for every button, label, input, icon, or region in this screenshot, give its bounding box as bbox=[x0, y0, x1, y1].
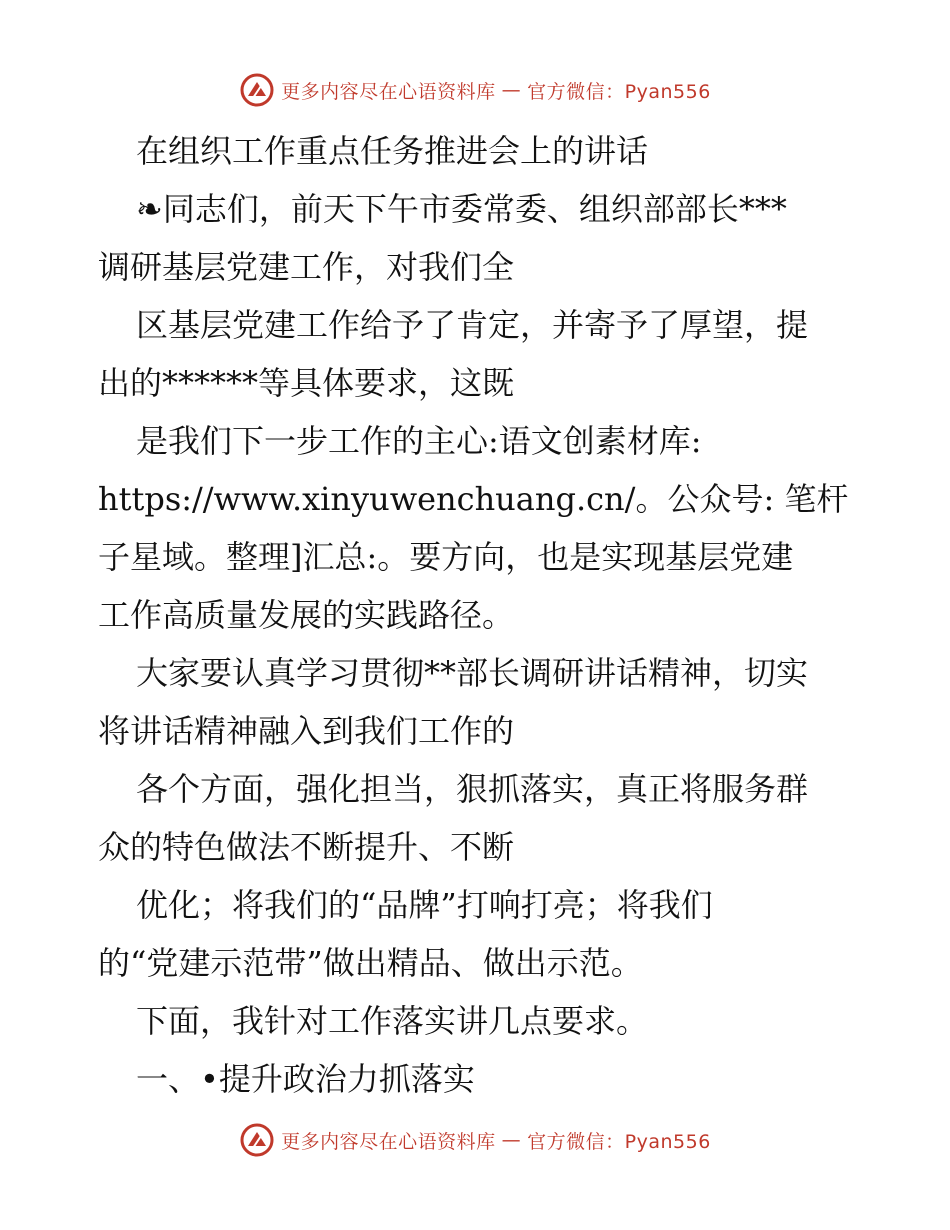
section-heading: 一、•提升政治力抓落实 bbox=[136, 1060, 475, 1098]
book-pen-logo-icon bbox=[239, 72, 275, 108]
banner-text: 更多内容尽在心语资料库 bbox=[281, 1130, 496, 1153]
paragraph-line: 优化；将我们的“品牌”打响打亮；将我们 bbox=[136, 886, 713, 924]
banner-text: 更多内容尽在心语资料库 bbox=[281, 80, 496, 103]
paragraph-line: ❧同志们，前天下午市委常委、组织部部长*** bbox=[136, 190, 787, 228]
footer-watermark-banner bbox=[0, 1122, 950, 1158]
paragraph-line: 出的******等具体要求，这既 bbox=[98, 364, 515, 402]
paragraph-line: 下面，我针对工作落实讲几点要求。 bbox=[136, 1002, 649, 1040]
book-pen-logo-icon bbox=[239, 1122, 275, 1158]
document-body bbox=[98, 122, 854, 1108]
banner-suffix: 官方微信：Pyan556 bbox=[527, 80, 711, 103]
paragraph-line: 的“党建示范带”做出精品、做出示范。 bbox=[98, 944, 643, 982]
document-title: 在组织工作重点任务推进会上的讲话 bbox=[136, 132, 649, 170]
paragraph-line: 区基层党建工作给予了肯定，并寄予了厚望，提 bbox=[136, 306, 809, 344]
paragraph-line: 工作高质量发展的实践路径。 bbox=[98, 596, 515, 634]
banner-separator: — bbox=[501, 1129, 522, 1151]
paragraph-line: https://www.xinyuwenchuang.cn/。公众号: 笔杆 bbox=[98, 480, 849, 518]
paragraph-line: 大家要认真学习贯彻**部长调研讲话精神，切实 bbox=[136, 654, 809, 692]
paragraph-line: 子星域。整理]汇总:。要方向，也是实现基层党建 bbox=[98, 538, 794, 576]
paragraph-line: 是我们下一步工作的主心:语文创素材库: bbox=[136, 422, 702, 460]
paragraph-line: 众的特色做法不断提升、不断 bbox=[98, 828, 515, 866]
header-watermark-banner bbox=[0, 72, 950, 108]
paragraph-line: 将讲话精神融入到我们工作的 bbox=[98, 712, 515, 750]
paragraph-line: 调研基层党建工作，对我们全 bbox=[98, 248, 515, 286]
banner-suffix: 官方微信：Pyan556 bbox=[527, 1130, 711, 1153]
banner-separator: — bbox=[501, 79, 522, 101]
paragraph-line: 各个方面，强化担当，狠抓落实，真正将服务群 bbox=[136, 770, 809, 808]
